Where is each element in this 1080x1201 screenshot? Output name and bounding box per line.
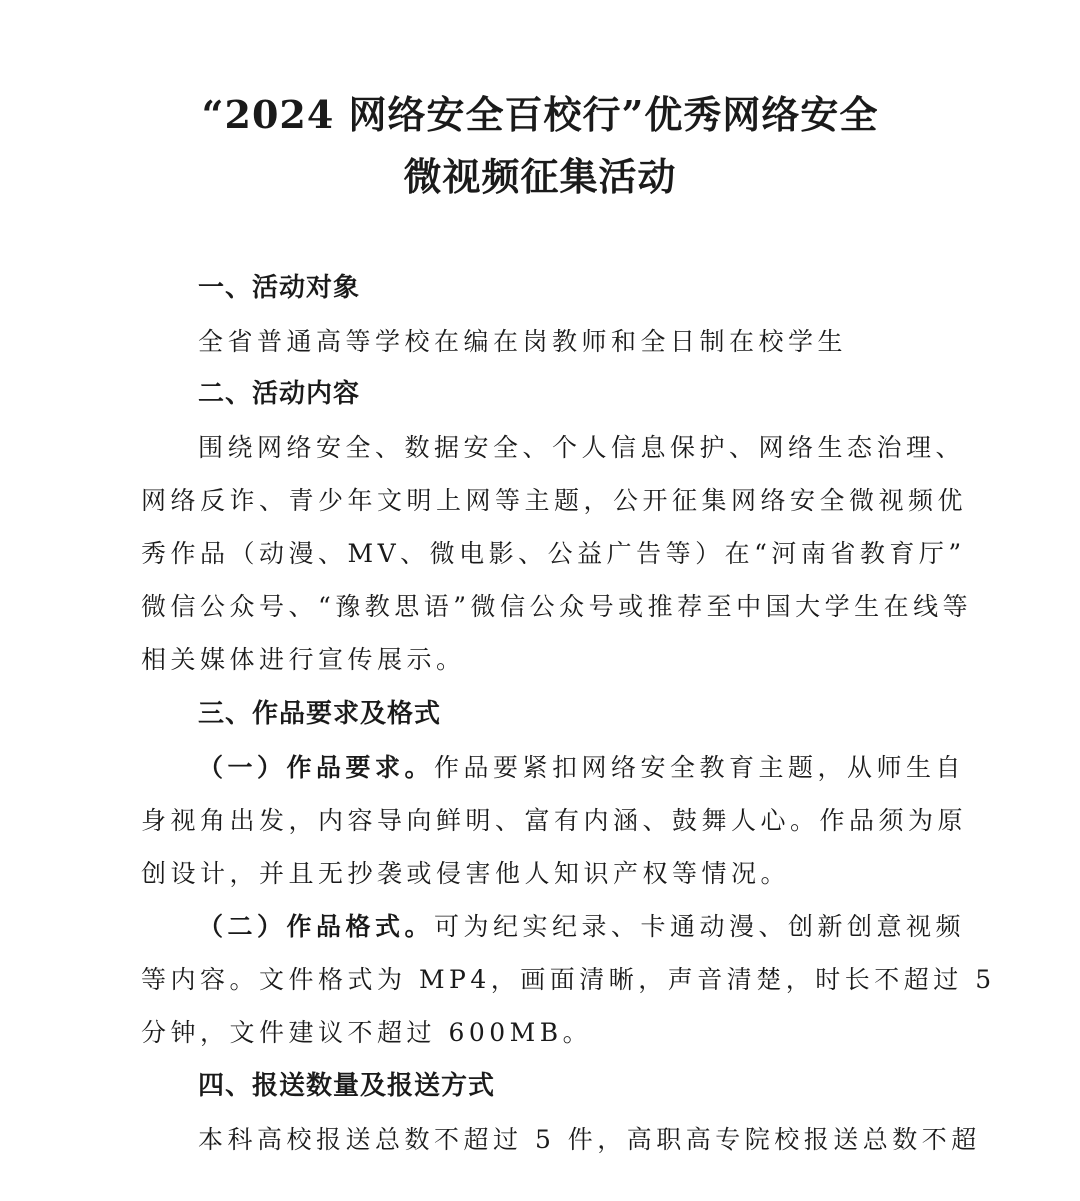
paragraph-line: 分钟，文件建议不超过 600MB。 xyxy=(141,1018,593,1047)
subsection-text: 可为纪实纪录、卡通动漫、创新创意视频 xyxy=(434,912,966,941)
paragraph-line: 全省普通高等学校在编在岗教师和全日制在校学生 xyxy=(198,327,848,356)
paragraph-line: 身视角出发，内容导向鲜明、富有内涵、鼓舞人心。作品须为原 xyxy=(141,806,968,835)
paragraph-line: 网络反诈、青少年文明上网等主题，公开征集网络安全微视频优 xyxy=(141,486,968,515)
paragraph-line: 相关媒体进行宣传展示。 xyxy=(141,645,466,674)
paragraph-line: 创设计，并且无抄袭或侵害他人知识产权等情况。 xyxy=(141,859,791,888)
paragraph-line: 微信公众号、“豫教思语”微信公众号或推荐至中国大学生在线等 xyxy=(141,592,973,621)
section-heading-content: 二、活动内容 xyxy=(198,379,361,409)
section-heading-requirements: 三、作品要求及格式 xyxy=(198,699,442,729)
subsection-format-line xyxy=(198,910,965,944)
subsection-label: （二）作品格式。 xyxy=(198,912,435,941)
document-title-line-1: “2024 网络安全百校行”优秀网络安全 xyxy=(201,92,879,137)
subsection-requirements-line xyxy=(198,751,965,785)
document-title-line-2: 微视频征集活动 xyxy=(403,154,677,199)
section-heading-submission: 四、报送数量及报送方式 xyxy=(198,1071,496,1101)
subsection-label: （一）作品要求。 xyxy=(198,753,435,782)
paragraph-line: 秀作品（动漫、MV、微电影、公益广告等）在“河南省教育厅” xyxy=(141,539,966,568)
paragraph-line: 等内容。文件格式为 MP4，画面清晰，声音清楚，时长不超过 5 xyxy=(141,965,996,994)
paragraph-line: 围绕网络安全、数据安全、个人信息保护、网络生态治理、 xyxy=(198,433,966,462)
section-heading-target-audience: 一、活动对象 xyxy=(198,273,361,303)
paragraph-line: 本科高校报送总数不超过 5 件，高职高专院校报送总数不超 xyxy=(198,1125,981,1154)
subsection-text: 作品要紧扣网络安全教育主题，从师生自 xyxy=(434,753,966,782)
